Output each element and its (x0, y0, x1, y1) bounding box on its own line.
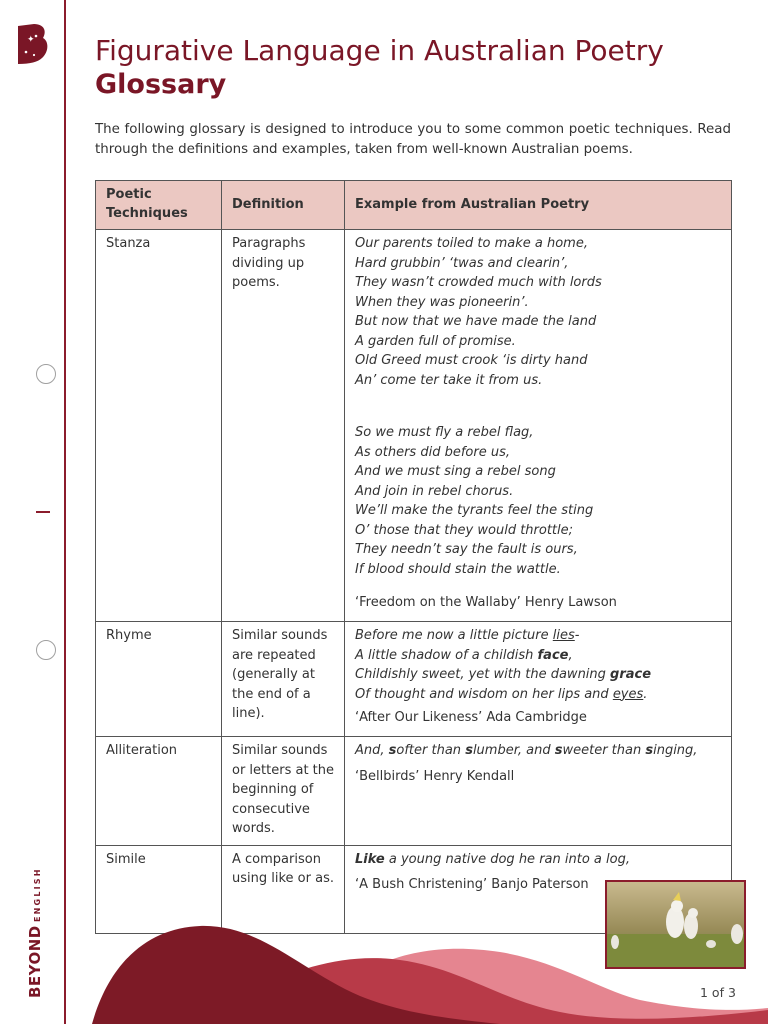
intro-paragraph: The following glossary is designed to introduce you to some common poetic techniques. Read through the definitions and examples, taken from well-known Australian poems. (95, 122, 731, 157)
poem-line: Before me now a little picture lies- (355, 628, 580, 643)
rhyme-word: face (537, 647, 569, 663)
table-row (96, 230, 732, 622)
definition-cell: A comparison using like or as. (222, 845, 345, 933)
poem-line: Hard grubbin’ ‘twas and clearin’, (355, 255, 569, 271)
poem-lines (355, 626, 721, 704)
poem-line: A garden full of promise. (355, 333, 516, 349)
poem-credit: ‘A Bush Christening’ Banjo Paterson (355, 877, 589, 892)
poem-line: O’ those that they would throttle; (355, 522, 574, 538)
poem-line: Our parents toiled to make a home, (355, 236, 588, 251)
table-row (96, 737, 732, 846)
poem-line: Like a young native dog he ran into a log, (355, 851, 630, 867)
table-row (96, 622, 732, 737)
term-cell: Simile (96, 845, 222, 933)
header-techniques: Poetic Techniques (96, 181, 222, 230)
poem-stanza-2 (355, 423, 721, 579)
poem-credit: ‘Freedom on the Wallaby’ Henry Lawson (355, 595, 617, 610)
punch-hole-top (36, 364, 56, 384)
poem-credit: ‘Bellbirds’ Henry Kendall (355, 768, 515, 784)
punch-hole-bottom (36, 640, 56, 660)
poem-line: We’ll make the tyrants feel the sting (355, 503, 594, 518)
rhyme-word: eyes (612, 686, 644, 702)
poem-line: They wasn’t crowded much with lords (355, 275, 602, 290)
poem-stanza-1 (355, 234, 721, 390)
cockatoo-photo (605, 880, 746, 969)
poem-line: They needn’t say the fault is ours, (355, 542, 578, 557)
simile-word: Like (355, 851, 385, 867)
poem-line: If blood should stain the wattle. (355, 561, 561, 577)
rhyme-word: grace (610, 667, 652, 682)
header-definition: Definition (222, 181, 345, 230)
poem-line: As others did before us, (355, 444, 510, 460)
poem-line: But now that we have made the land (355, 314, 597, 329)
example-cell (345, 622, 732, 737)
term-cell: Stanza (96, 230, 222, 622)
term-cell: Alliteration (96, 737, 222, 846)
example-cell (345, 737, 732, 846)
page-number: 1 of 3 (700, 985, 736, 1000)
term-cell: Rhyme (96, 622, 222, 737)
beyond-logo-icon (14, 22, 50, 66)
example-cell (345, 230, 732, 622)
table-header-row (96, 181, 732, 230)
poem-credit: ‘After Our Likeness’ Ada Cambridge (355, 710, 587, 725)
page-title: Figurative Language in Australian Poetry (95, 34, 664, 67)
poem-line: So we must fly a rebel flag, (355, 425, 534, 440)
poem-line: Of thought and wisdom on her lips and eyes. (355, 686, 648, 702)
margin-rule (64, 0, 66, 1024)
brand-sub: ENGLISH (33, 867, 42, 922)
definition-cell: Paragraphs dividing up poems. (222, 230, 345, 622)
poem-line: And join in rebel chorus. (355, 483, 514, 499)
glossary-table (95, 180, 732, 934)
page-subtitle: Glossary (95, 69, 227, 100)
definition-cell: Similar sounds are repeated (generally at the end of a line). (222, 622, 345, 737)
brand-name: BEYOND (26, 925, 44, 998)
poem-line: An’ come ter take it from us. (355, 372, 543, 388)
poem-line: When they was pioneerin’. (355, 294, 529, 310)
header (95, 34, 735, 102)
fold-mark (36, 511, 50, 513)
header-example: Example from Australian Poetry (345, 181, 732, 230)
rhyme-word: lies (552, 628, 575, 643)
poem-line: And we must sing a rebel song (355, 464, 556, 479)
poem-line: Old Greed must crook ‘is dirty hand (355, 353, 588, 368)
poem-line: And, softer than slumber, and sweeter than singing, (355, 743, 698, 758)
poem-line: A little shadow of a childish face, (355, 647, 573, 663)
svg-text:✦: ✦ (27, 35, 35, 45)
definition-cell: Similar sounds or letters at the beginning of consecutive words. (222, 737, 345, 846)
poem-line: Childishly sweet, yet with the dawning grace (355, 667, 652, 682)
